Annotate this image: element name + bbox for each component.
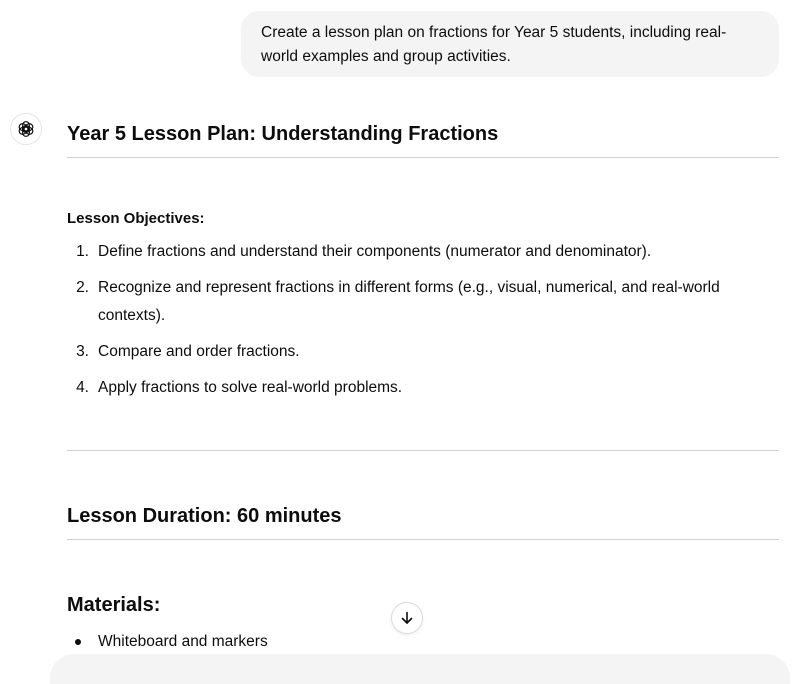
objective-text: Recognize and represent fractions in different forms (e.g., visual, numerical, and real-world contexts).: [98, 279, 720, 324]
openai-logo-icon: [10, 113, 42, 145]
materials-heading: Materials:: [67, 594, 161, 616]
objective-text: Compare and order fractions.: [98, 343, 300, 360]
divider: [67, 450, 779, 451]
duration-heading: Lesson Duration: 60 minutes: [67, 505, 342, 527]
objectives-label: Lesson Objectives:: [67, 210, 205, 227]
user-message-line-1: Create a lesson plan on fractions for Year 5 students, including real-: [261, 24, 727, 41]
message-composer[interactable]: [50, 654, 790, 684]
divider: [67, 539, 779, 540]
objective-number: 4.: [76, 379, 89, 396]
objective-text: Define fractions and understand their components (numerator and denominator).: [98, 243, 652, 260]
objective-number: 2.: [76, 279, 89, 296]
objective-number: 1.: [76, 243, 89, 260]
material-text: Whiteboard and markers: [98, 633, 268, 650]
scroll-to-bottom-button[interactable]: [391, 602, 423, 634]
lesson-title: Year 5 Lesson Plan: Understanding Fractions: [67, 123, 499, 145]
divider: [67, 157, 779, 158]
objective-number: 3.: [76, 343, 89, 360]
user-message-line-2: world examples and group activities.: [261, 48, 511, 65]
bullet: [75, 639, 81, 645]
arrow-down-icon: [399, 610, 415, 626]
user-message-bubble: [241, 11, 779, 77]
objective-text: Apply fractions to solve real-world problems.: [98, 379, 403, 396]
